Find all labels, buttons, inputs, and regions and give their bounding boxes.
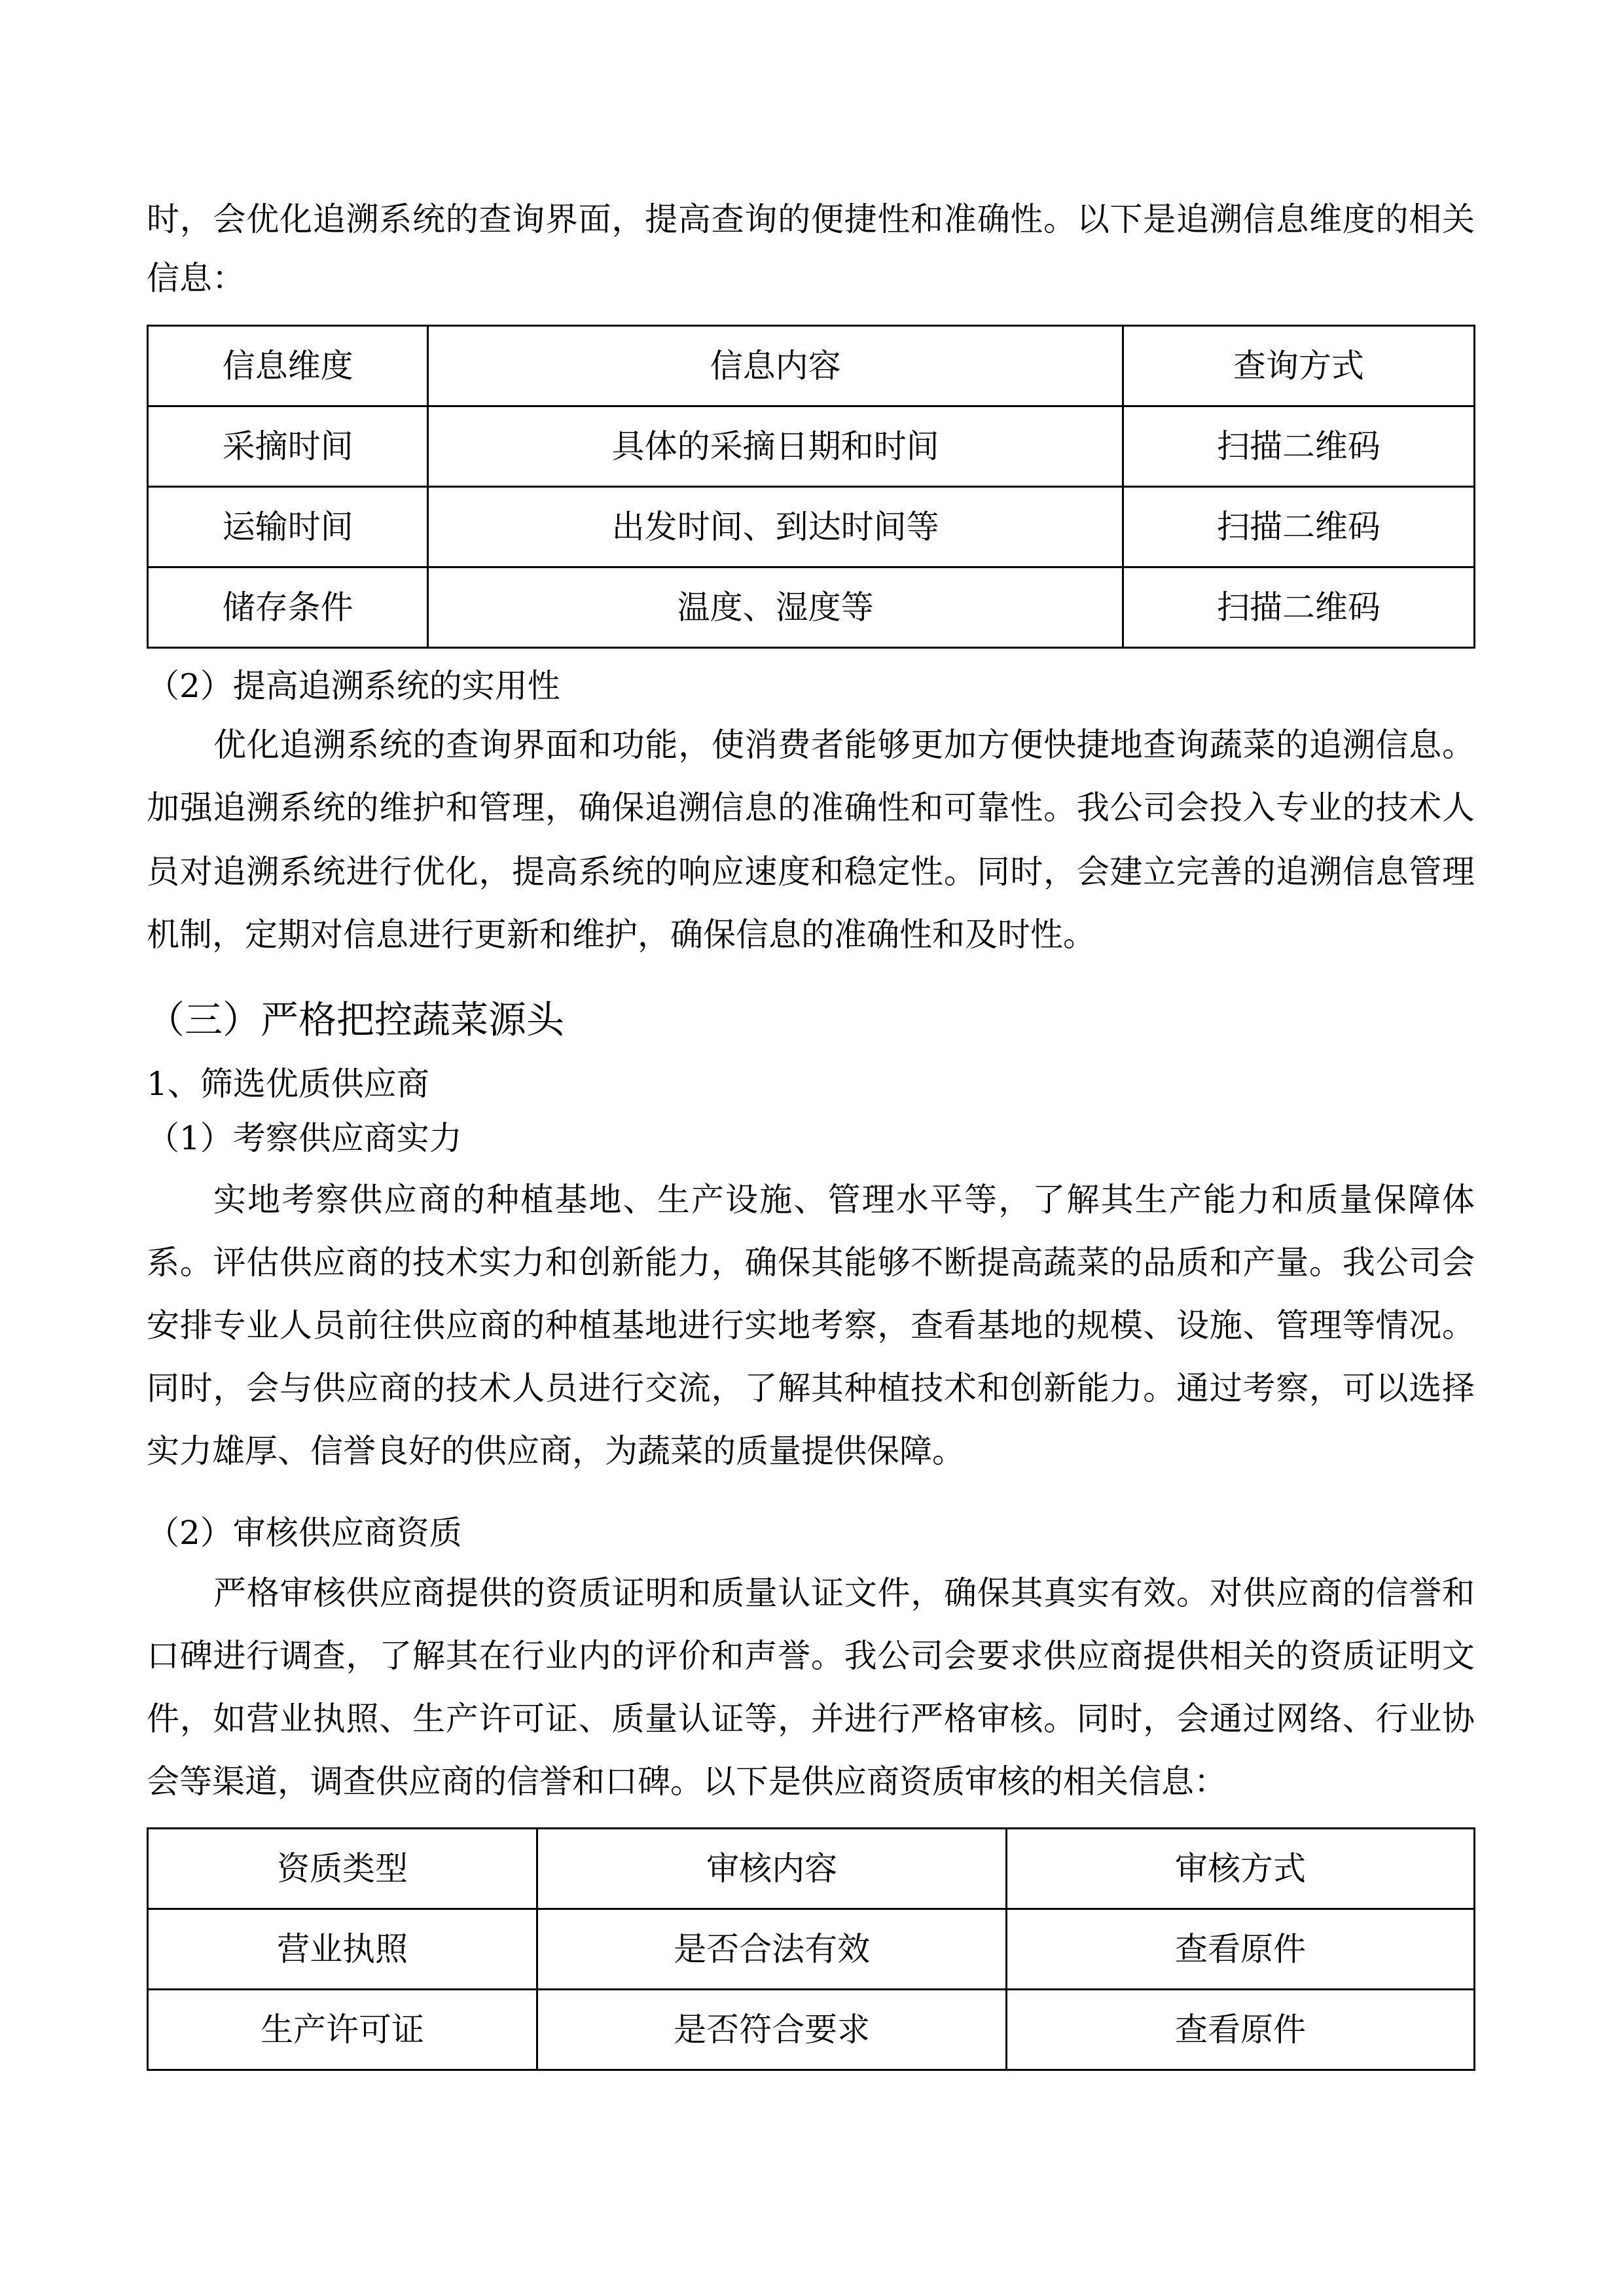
table-cell: 营业执照	[148, 1909, 537, 1990]
paragraph-line: 件，如营业执照、生产许可证、质量认证等，并进行严格审核。同时，会通过网络、行业协	[147, 1700, 1475, 1738]
table-header-row	[148, 1829, 1475, 1909]
supplier-qualification-table	[147, 1827, 1475, 2071]
table-header-cell: 信息内容	[428, 326, 1123, 406]
table-row	[148, 487, 1475, 567]
table-cell: 储存条件	[148, 567, 428, 648]
subsection-title: （2）审核供应商资质	[147, 1514, 462, 1552]
paragraph-line: 时，会优化追溯系统的查询界面，提高查询的便捷性和准确性。以下是追溯信息维度的相关	[147, 200, 1475, 238]
subsection-title: （1）考察供应商实力	[147, 1119, 462, 1157]
table-header-cell: 信息维度	[148, 326, 428, 406]
trace-info-table	[147, 325, 1475, 649]
table-cell: 查看原件	[1007, 1909, 1475, 1990]
paragraph-line: 实地考察供应商的种植基地、生产设施、管理水平等，了解其生产能力和质量保障体	[213, 1181, 1475, 1219]
table-row	[148, 1990, 1475, 2070]
paragraph-line: 安排专业人员前往供应商的种植基地进行实地考察，查看基地的规模、设施、管理等情况。	[147, 1306, 1475, 1344]
paragraph-line: 机制，定期对信息进行更新和维护，确保信息的准确性和及时性。	[147, 916, 1096, 954]
paragraph-line: 实力雄厚、信誉良好的供应商，为蔬菜的质量提供保障。	[147, 1432, 965, 1470]
table-cell: 扫描二维码	[1123, 567, 1474, 648]
table-header-cell: 资质类型	[148, 1829, 537, 1909]
table-header-cell: 审核方式	[1007, 1829, 1475, 1909]
table-cell: 出发时间、到达时间等	[428, 487, 1123, 567]
table-header-cell: 审核内容	[537, 1829, 1007, 1909]
paragraph-line: 优化追溯系统的查询界面和功能，使消费者能够更加方便快捷地查询蔬菜的追溯信息。	[213, 726, 1475, 764]
paragraph-line: 会等渠道，调查供应商的信誉和口碑。以下是供应商资质审核的相关信息：	[147, 1763, 1227, 1801]
table-header-row	[148, 326, 1475, 406]
paragraph-line: 加强追溯系统的维护和管理，确保追溯信息的准确性和可靠性。我公司会投入专业的技术人	[147, 789, 1475, 827]
table-row	[148, 567, 1475, 648]
paragraph-line: 员对追溯系统进行优化，提高系统的响应速度和稳定性。同时，会建立完善的追溯信息管理	[147, 853, 1475, 891]
subsection-title: （2）提高追溯系统的实用性	[147, 667, 560, 705]
section-heading: （三）严格把控蔬菜源头	[147, 997, 565, 1042]
paragraph-line: 严格审核供应商提供的资质证明和质量认证文件，确保其真实有效。对供应商的信誉和	[213, 1574, 1475, 1612]
table-header-cell: 查询方式	[1123, 326, 1474, 406]
paragraph-line: 信息：	[147, 259, 245, 297]
table-cell: 运输时间	[148, 487, 428, 567]
paragraph-line: 系。评估供应商的技术实力和创新能力，确保其能够不断提高蔬菜的品质和产量。我公司会	[147, 1244, 1475, 1282]
table-row	[148, 1909, 1475, 1990]
item-title: 1、筛选优质供应商	[147, 1065, 429, 1103]
table-cell: 扫描二维码	[1123, 487, 1474, 567]
table-cell: 是否符合要求	[537, 1990, 1007, 2070]
paragraph-line: 同时，会与供应商的技术人员进行交流，了解其种植技术和创新能力。通过考察，可以选择	[147, 1369, 1475, 1407]
table-row	[148, 406, 1475, 487]
paragraph-line: 口碑进行调查，了解其在行业内的评价和声誉。我公司会要求供应商提供相关的资质证明文	[147, 1637, 1475, 1675]
table-cell: 扫描二维码	[1123, 406, 1474, 487]
table-cell: 具体的采摘日期和时间	[428, 406, 1123, 487]
table-cell: 采摘时间	[148, 406, 428, 487]
table-cell: 温度、湿度等	[428, 567, 1123, 648]
table-cell: 是否合法有效	[537, 1909, 1007, 1990]
table-cell: 查看原件	[1007, 1990, 1475, 2070]
table-cell: 生产许可证	[148, 1990, 537, 2070]
